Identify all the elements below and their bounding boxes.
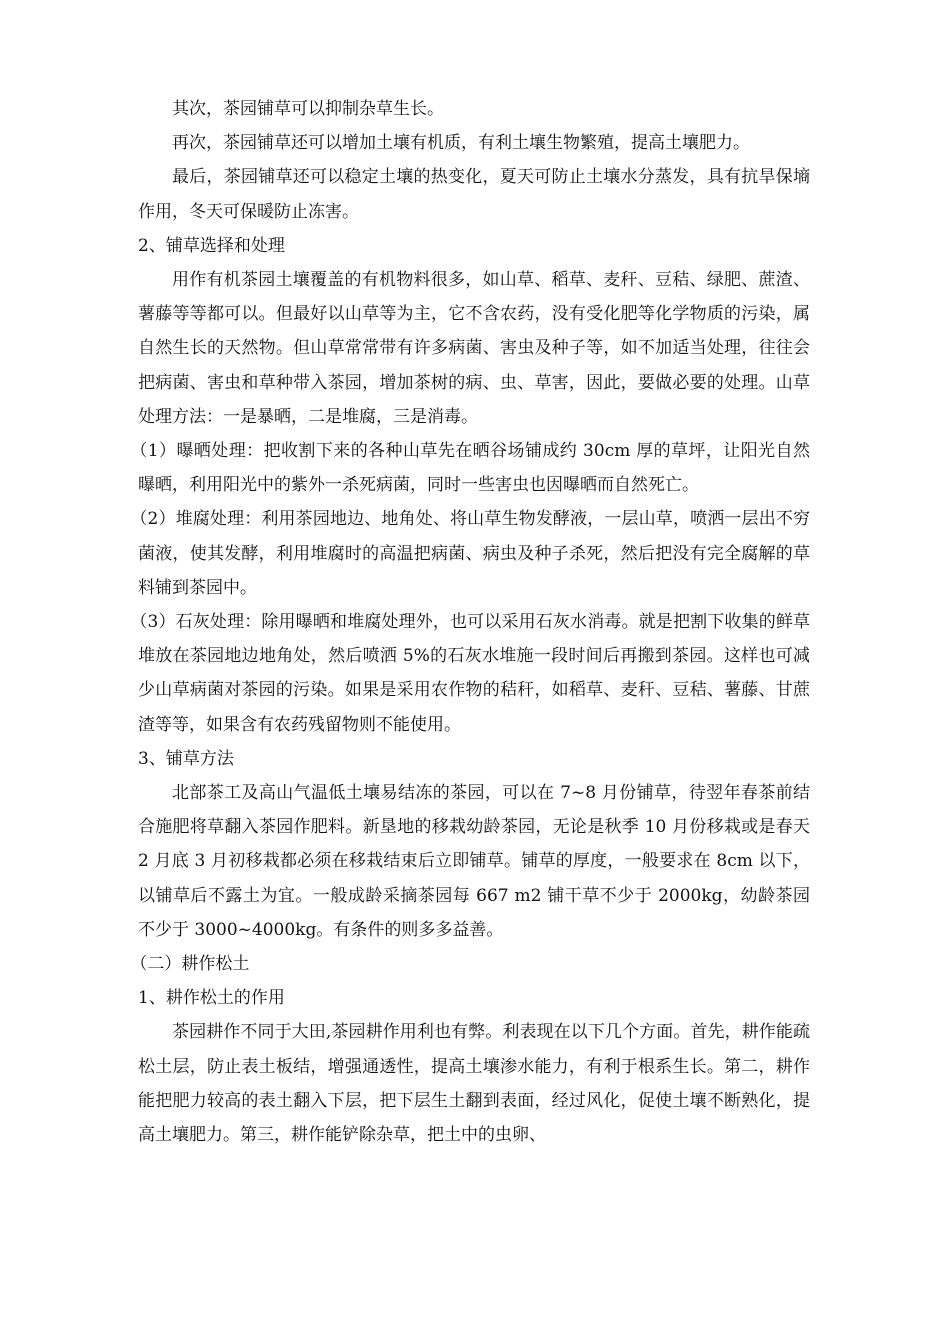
section-heading: 3、铺草方法: [138, 748, 234, 769]
paragraph: 再次，茶园铺草还可以增加土壤有机质，有利土壤生物繁殖，提高土壤肥力。: [172, 133, 750, 154]
list-item: （1）曝晒处理：把收割下来的各种山草先在晒谷场铺成约 30cm 厚的草坪，让阳光自然曝晒，利用阳光中的紫外一杀死病菌，同时一些害虫也因曝晒而自然死亡。: [130, 441, 810, 496]
list-item: （2）堆腐处理：利用茶园地边、地角处、将山草生物发酵液，一层山草，喷洒一层出不穷菌液，使其发酵，利用堆腐时的高温把病菌、病虫及种子杀死，然后把没有完全腐解的草料铺到茶园中。: [130, 509, 810, 598]
paragraph: 用作有机茶园土壤覆盖的有机物料很多，如山草、稻草、麦秆、豆秸、绿肥、蔗渣、薯藤等等都可以。但最好以山草等为主，它不含农药，没有受化肥等化学物质的污染，属自然生长的天然物。但山草常常带有许多病菌、害虫及种子等，如不加适当处理，往往会把病菌、害虫和草种带入茶园，增加茶树的病、虫、草害，因此，要做必要的处理。山草处理方法：一是暴晒，二是堆腐，三是消毒。: [138, 270, 810, 427]
section-heading: 1、耕作松土的作用: [138, 988, 285, 1009]
paragraph: 茶园耕作不同于大田,茶园耕作用利也有弊。利表现在以下几个方面。首先，耕作能疏松土层，防止表土板结，增强通透性，提高土壤渗水能力，有利于根系生长。第二，耕作能把肥力较高的表土翻入下层，把下层生土翻到表面，经过风化，促使土壤不断熟化，提高土壤肥力。第三，耕作能铲除杂草，把土中的虫卵、: [138, 1022, 810, 1146]
document-body: [130, 92, 810, 1152]
section-heading: 2、铺草选择和处理: [138, 235, 285, 256]
list-item: （3）石灰处理：除用曝晒和堆腐处理外，也可以采用石灰水消毒。就是把割下收集的鲜草堆放在茶园地边地角处，然后喷洒 5%的石灰水堆施一段时间后再搬到茶园。这样也可减少山草病菌对茶园的污染。如果是采用农作物的秸秆，如稻草、麦秆、豆秸、薯藤、甘蔗渣等等，如果含有农药残留物则不能使用。: [130, 612, 810, 735]
section-heading: （二）耕作松土: [130, 954, 250, 975]
paragraph: 其次，茶园铺草可以抑制杂草生长。: [172, 99, 444, 119]
paragraph: 最后，茶园铺草还可以稳定土壤的热变化，夏天可防止土壤水分蒸发，具有抗旱保墒作用，冬天可保暖防止冻害。: [138, 167, 810, 222]
paragraph: 北部茶工及高山气温低土壤易结冻的茶园，可以在 7~8 月份铺草，待翌年春茶前结合施肥将草翻入茶园作肥料。新垦地的移栽幼龄茶园，无论是秋季 10 月份移栽或是春天 2 月底 3 月初移栽都必须在移栽结束后立即铺草。铺草的厚度，一般要求在 8cm 以下，以铺草后不露土为宜。一般成龄采摘茶园每 667 m2 铺干草不少于 2000kg，幼龄茶园不少于 3000~4000kg。有条件的则多多益善。: [138, 783, 810, 940]
